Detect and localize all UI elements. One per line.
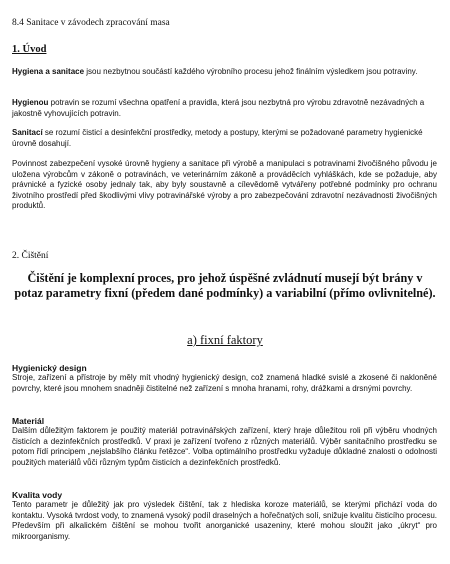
fixni-faktory-heading: a) fixní faktory [187,333,263,347]
design-paragraph: Stroje, zařízení a přístroje by měly mít vhodný hygienický design, což znamená hladké svislé a zkosené či nakloněné povrchy, které jsou mnohem snadněji čistitelné než zařízení s mnoha hranami, rohy, drážkami a drsnými povrchy. [12,373,437,393]
cisteni-heading: 2. Čištění [12,251,49,261]
term-hygiena-sanitace: Hygiena a sanitace [12,67,85,76]
term-sanitaci: Sanitací [12,128,43,137]
uvod-paragraph-1: Hygiena a sanitace jsou nezbytnou součástí každého výrobního procesu jehož finálním výsledkem jsou potraviny. [12,67,418,76]
voda-heading: Kvalita vody [12,490,63,500]
uvod-paragraph-2: Hygienou potravin se rozumí všechna opatření a pravidla, která jsou nezbytná pro výrobu zdravotně nezávadných a jakostně vyhovujících potravin. [12,98,425,118]
cisteni-lead: Čištění je komplexní proces, pro jehož úspěšné zvládnutí musejí být brány v potaz parametry fixní (předem dané podmínky) a variabilní (přímo ovlivnitelné). [14,271,436,300]
material-paragraph: Dalším důležitým faktorem je použitý materiál potravinářských zařízení, který hraje důležitou roli při výběru vhodných čisticích a dezinfekčních prostředků. V praxi je zařízení tvořeno z různých materiálů. Výběr sanitačního prostředku se potom řídí principem „nejslabšího článku řetězce“. Volba optimálního prostředku vyžaduje důkladné znalosti o odolnosti použitých materiálů vůči různým typům čisticích a dezinfekčních prostředků. [12,426,437,467]
design-heading: Hygienický design [12,363,87,373]
uvod-paragraph-4: Povinnost zabezpečení vysoké úrovně hygieny a sanitace při výrobě a manipulaci s potravinami živočišného původu je uložena výrobcům v zákoně o potravinách, ve veterinárním zákoně a prováděcích vyhláškách, kde se požaduje, aby právnické a fyzické osoby jednaly tak, aby byly soustavně a cílevědomě vytvářeny potřebné podmínky pro ochranu životního prostředí před škodlivými vlivy potravinářské výroby a pro zabezpečování zdravotní nezávadnosti živočišných produktů. [12,159,437,211]
uvod-heading: 1. Úvod [12,44,47,55]
term-hygienou: Hygienou [12,98,49,107]
section-heading: 8.4 Sanitace v závodech zpracování masa [12,18,170,28]
material-heading: Materiál [12,416,45,426]
voda-paragraph: Tento parametr je důležitý jak pro výsledek čištění, tak z hlediska koroze materiálů, se kterými přichází voda do kontaktu. Vysoká tvrdost vody, to znamená vysoký podíl draselných a hořečnatých solí, snižuje kvalitu čisticího procesu. Především při alkalickém čištění se mohou tvořit anorganické usazeniny, které mohou sloužit jako „úkryt“ pro mikroorganismy. [12,500,437,541]
uvod-paragraph-3: Sanitací se rozumí čisticí a desinfekční prostředky, metody a postupy, kterými se požadované parametry hygienické úrovně dosahují. [12,128,423,148]
